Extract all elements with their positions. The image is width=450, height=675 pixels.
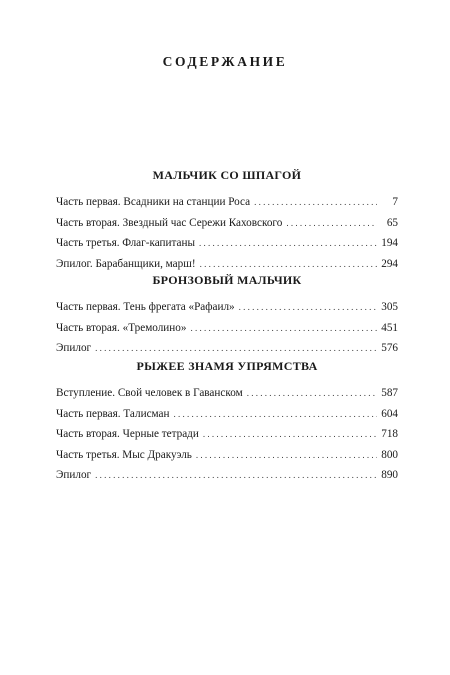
section-heading: БРОНЗОВЫЙ МАЛЬЧИК: [152, 273, 302, 287]
entry-page-number: 718: [381, 428, 398, 440]
page-title: СОДЕРЖАНИЕ: [162, 54, 288, 69]
toc-entry[interactable]: [56, 194, 398, 215]
dot-leader: [254, 194, 377, 210]
entry-title: Часть вторая. Черные тетради: [56, 428, 199, 440]
entry-title: Эпилог: [56, 342, 92, 354]
section-heading: РЫЖЕЕ ЗНАМЯ УПРЯМСТВА: [136, 359, 318, 373]
dot-leader: [239, 299, 377, 315]
entry-title: Часть третья. Мыс Дракуэль: [56, 448, 192, 461]
entry-title: Эпилог. Барабанщики, марш!: [56, 257, 196, 270]
dot-leader: [199, 235, 377, 251]
toc-entry[interactable]: [56, 447, 398, 468]
entry-title: Часть первая. Талисман: [56, 407, 170, 420]
entry-title: Часть первая. Всадники на станции Роса: [56, 196, 251, 208]
toc-list: [56, 299, 398, 361]
dot-leader: [196, 447, 377, 463]
entry-title: Часть вторая. Звездный час Сережи Каховского: [56, 216, 283, 229]
toc-entry[interactable]: [56, 426, 398, 447]
entry-page-number: 451: [381, 321, 398, 334]
entry-page-number: 7: [392, 196, 398, 208]
entry-title: Эпилог: [56, 469, 92, 481]
dot-leader: [190, 320, 377, 336]
dot-leader: [95, 467, 377, 483]
toc-entry[interactable]: [56, 215, 398, 236]
toc-section-1: [56, 167, 398, 276]
toc-entry[interactable]: [56, 235, 398, 256]
toc-section-2: [56, 272, 398, 361]
toc-entry[interactable]: [56, 320, 398, 341]
toc-entry[interactable]: [56, 385, 398, 406]
entry-title: Вступление. Свой человек в Гаванском: [56, 387, 243, 399]
entry-page-number: 294: [381, 257, 398, 270]
toc-list: [56, 194, 398, 276]
entry-page-number: 305: [381, 301, 398, 313]
entry-page-number: 65: [386, 216, 398, 229]
toc-entry[interactable]: [56, 299, 398, 320]
dot-leader: [95, 340, 377, 356]
entry-page-number: 194: [381, 237, 398, 249]
toc-entry[interactable]: [56, 467, 398, 488]
entry-page-number: 587: [381, 387, 398, 399]
entry-page-number: 890: [381, 469, 398, 481]
entry-page-number: 576: [381, 342, 398, 354]
dot-leader: [200, 256, 377, 272]
entry-title: Часть вторая. «Тремолино»: [56, 321, 187, 334]
toc-list: [56, 385, 398, 488]
dot-leader: [203, 426, 377, 442]
dot-leader: [174, 406, 378, 422]
dot-leader: [286, 215, 377, 231]
entry-page-number: 604: [381, 407, 398, 420]
entry-title: Часть третья. Флаг-капитаны: [56, 237, 196, 249]
entry-page-number: 800: [381, 448, 398, 461]
dot-leader: [247, 385, 377, 401]
toc-section-3: [56, 358, 398, 488]
section-heading: МАЛЬЧИК СО ШПАГОЙ: [152, 168, 302, 182]
entry-title: Часть первая. Тень фрегата «Рафаил»: [56, 301, 235, 313]
toc-entry[interactable]: [56, 406, 398, 427]
